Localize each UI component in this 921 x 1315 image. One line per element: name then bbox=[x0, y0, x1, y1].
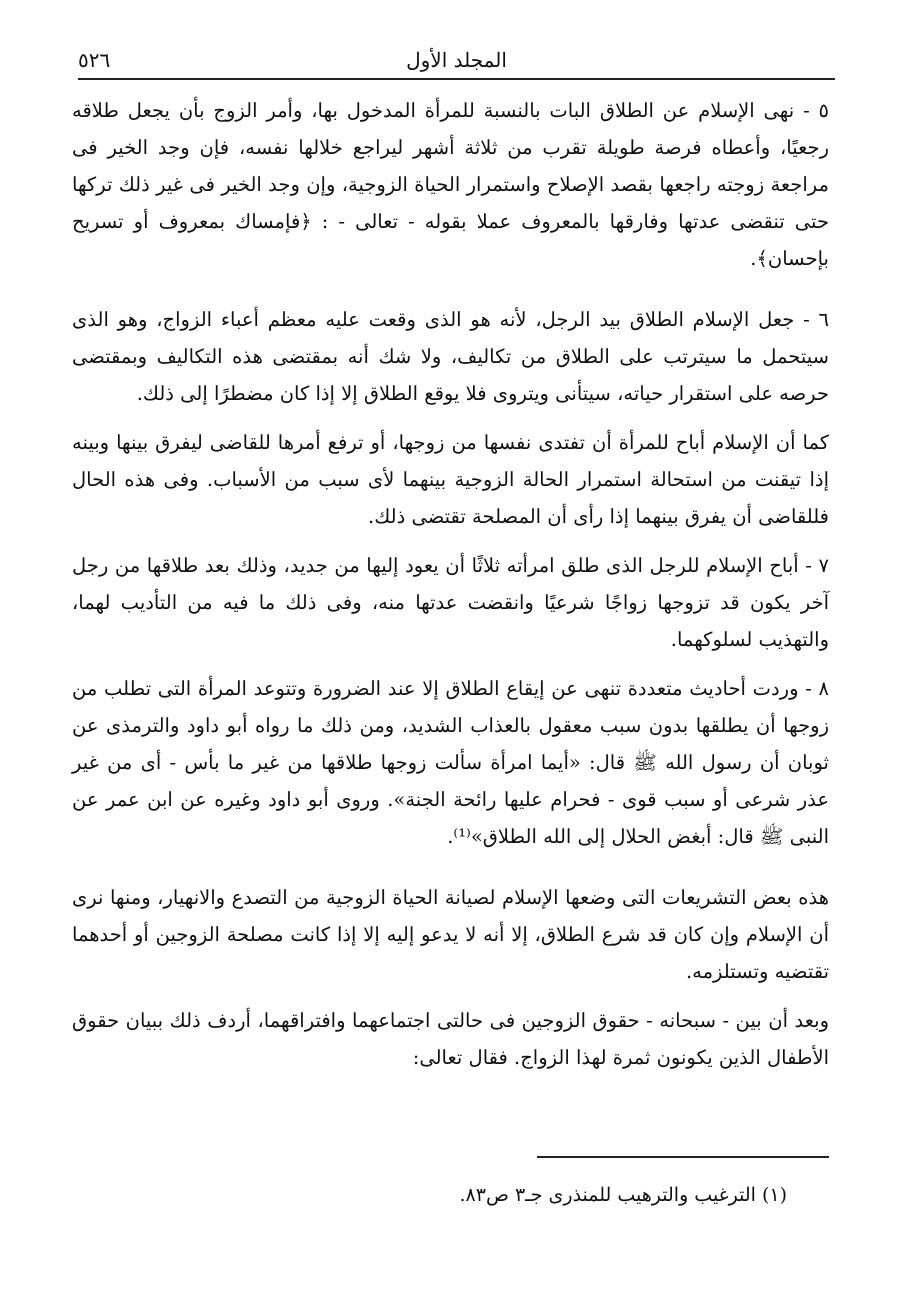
volume-title: المجلد الأول bbox=[406, 48, 507, 72]
paragraph-5: ٥ - نهى الإسلام عن الطلاق البات بالنسبة للمرأة المدخول بها، وأمر الزوج بأن يجعل طلاقه رجعيًا، وأعطاه فرصة طويلة تقرب من ثلاثة أشهر ليراجع خلالها نفسه، فإن وجد الخير فى مراجعة زوجته راجعها بقصد الإصلاح واستمرار الحياة الزوجية، وإن وجد الخير فى غير ذلك تركها حتى تنقضى عدتها وفارقها بالمعروف عملا بقوله - تعالى - : ﴿فإمساك بمعروف أو تسريح بإحسان﴾. bbox=[72, 99, 829, 270]
paragraph-transition: وبعد أن بين - سبحانه - حقوق الزوجين فى حالتى اجتماعهما وافتراقهما، أردف ذلك ببيان حقوق الأطفال الذين يكونون ثمرة لهذا الزواج. فقال تعالى: bbox=[72, 1009, 829, 1069]
page-number: ٥٢٦ bbox=[78, 48, 111, 72]
paragraph-7: ٧ - أباح الإسلام للرجل الذى طلق امرأته ثلاثًا أن يعود إليها من جديد، وذلك بعد طلاقها من رجل آخر يكون قد تزوجها زواجًا شرعيًا وانقضت عدتها منه، وفى ذلك ما فيه من التأديب لهما، والتهذيب لسلوكهما. bbox=[72, 554, 829, 651]
paragraph-wife-divorce: كما أن الإسلام أباح للمرأة أن تفتدى نفسها من زوجها، أو ترفع أمرها للقاضى ليفرق بينها وبينه إذا تيقنت من استحالة استمرار الحالة الزوجية بينهما لأى سبب من الأسباب. وفى هذه الحال فللقاضى أن يفرق بينهما إذا رأى أن المصلحة تقتضى ذلك. bbox=[72, 431, 829, 528]
paragraph-summary: هذه بعض التشريعات التى وضعها الإسلام لصيانة الحياة الزوجية من التصدع والانهيار، ومنها نرى أن الإسلام وإن كان قد شرع الطلاق، إلا أنه لا يدعو إليه إلا إذا كانت مصلحة الزوجين أو أحدهما تقتضيه وتستلزمه. bbox=[72, 886, 829, 983]
page-header bbox=[78, 42, 835, 80]
paragraph-8: ٨ - وردت أحاديث متعددة تنهى عن إيقاع الطلاق إلا عند الضرورة وتتوعد المرأة التى تطلب من زوجها أن يطلقها بدون سبب معقول بالعذاب الشديد، ومن ذلك ما رواه أبو داود والترمذى عن ثوبان أن رسول الله ﷺ قال: «أيما امرأة سألت زوجها طلاقها من غير ما بأس - أى من غير عذر شرعى أو سبب قوى - فحرام عليها رائحة الجنة». وروى أبو داود وغيره عن ابن عمر عن النبى ﷺ قال: أبغض الحلال إلى الله الطلاق»⁽¹⁾. bbox=[72, 677, 829, 848]
page-body bbox=[72, 92, 829, 1088]
footnote: (١) الترغيب والترهيب للمنذرى جـ٣ ص٨٣. bbox=[459, 1184, 787, 1206]
paragraph-6: ٦ - جعل الإسلام الطلاق بيد الرجل، لأنه هو الذى وقعت عليه معظم أعباء الزواج، وهو الذى سيتحمل ما سيترتب على الطلاق من تكاليف، ولا شك أنه بمقتضى هذه التكاليف وبمقتضى حرصه على استقرار حياته، سيتأنى ويتروى فلا يوقع الطلاق إلا إذا كان مضطرًا إلى ذلك. bbox=[72, 308, 829, 405]
footnote-divider bbox=[537, 1156, 829, 1158]
